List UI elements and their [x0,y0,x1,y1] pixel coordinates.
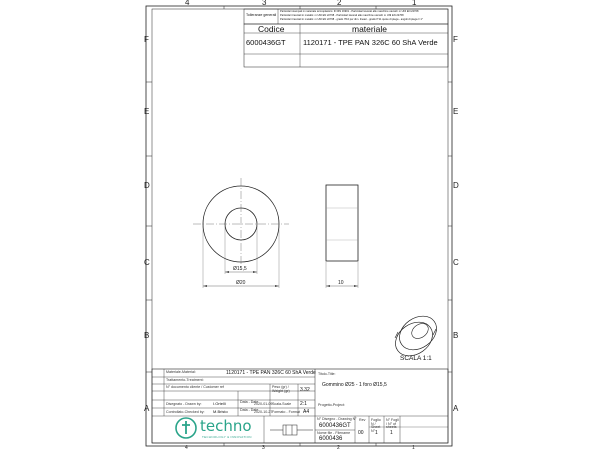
logo-tagline: TECHNOLOGY & INNOVATION [202,435,252,439]
part-thumbnail [270,425,313,435]
zone-label-bottom: 3 [262,445,265,451]
weight-label: Peso (gr) / Weight (gr) [272,385,290,393]
drawn-date-label: Data - Date [240,400,259,404]
dim-arrow [203,285,207,287]
sheets-label: N° Fogli / N° of sheets [386,418,399,430]
dim-arrow [275,285,279,287]
zone-label-left: C [144,258,150,267]
zone-label-bottom: 1 [412,445,415,451]
code-header: Codice [258,24,285,34]
zone-label-right: D [453,181,459,190]
zone-label-top: 4 [185,0,190,7]
iso-scale-label: SCALA 1:1 [400,355,432,362]
designer-value: I.Ortelli [213,401,226,406]
sheet-label: Foglio N / Sheet N° [371,418,381,433]
filename-value: 6000436 [319,436,343,442]
scale-value: 2:1 [300,401,307,407]
drawing-no-value: 6000436GT [319,423,351,429]
zone-label-right: F [453,35,458,44]
zone-label-bottom: 2 [337,445,340,451]
zone-label-right: E [453,107,459,116]
designer-label: Disegnato - Drawn by: [166,402,202,406]
material-value: 1120171 - TPE PAN 326C 60 ShA Verde [226,370,316,376]
project-label: Progetto-Project: [318,403,345,407]
zone-label-bottom: 4 [185,445,188,451]
dim-thickness: 10 [338,280,344,286]
dim-outer-diameter: Ø20 [236,280,246,286]
part-material: 1120171 - TPE PAN 326C 60 ShA Verde [303,38,438,47]
title-value: Gommino Ø25 - 1 foro Ø15,5 [322,382,387,388]
check-date-value: 2020-10-27 [254,410,273,414]
material-header: materiale [352,24,387,34]
side-view-body [326,185,358,261]
dim-arrow [354,285,358,287]
drawing-no-label: N° Disegno - Drawing N° [317,417,357,421]
dim-arrow [326,285,330,287]
drawn-date-value: 2020-01-09 [254,402,273,406]
zone-label-top: 3 [262,0,267,7]
rev-value: 00 [358,430,364,436]
zone-label-top: 1 [412,0,417,7]
format-label: Formato - Format [272,410,300,414]
part-code: 6000436GT [246,38,286,47]
filename-label: Nome file - Filename [317,431,351,435]
tolerance-note: Particolari tranciati in metallo: m UNI EN 22768 - grado IT10 per dim. lineari - grado IT11 quote di piega - angoli di piega ± 1° [280,17,423,21]
scale-label: Scala-Scale [272,402,292,406]
logo-wordmark: techno [200,417,252,435]
format-value: A4 [303,409,310,415]
zone-label-left: B [144,331,150,340]
zone-label-top: 2 [337,0,342,7]
zone-label-right: B [453,331,459,340]
customer-ref-label: N° documento cliente / Customer ref [166,385,224,389]
tolerance-note: Particolari stampati in materiale termoplastico: III DIN 16901 - Particolari lavorati alle macchine utensili: m UNI EN 22768 [280,9,419,13]
zone-label-left: E [144,107,150,116]
dim-inner-diameter: Ø15,5 [233,266,247,272]
checker-label: Controllato-Checked by: [166,410,205,414]
weight-value: 3.32 [300,387,310,393]
title-label: Titolo-Title: [318,372,336,376]
zone-label-right: C [453,258,459,267]
tolerance-label: Tolleranze generali [246,13,277,17]
treatment-label: Trattamento-Treatment: [166,378,204,382]
dim-arrow [225,271,229,273]
zone-label-left: F [144,35,149,44]
checker-value: M.Bristo [213,409,228,414]
check-date-label: Data - Date [240,408,259,412]
material-label: Materiale-Material: [166,370,196,374]
sheets-value: 1 [390,430,393,436]
zone-label-left: A [144,404,150,413]
logo-t-glyph [182,421,190,434]
tolerance-note: Particolari tranciati in metallo: m UNI EN 22768 - Particolari lavorati alle macchine utensili: m UNI EN 22768 [280,13,404,17]
zone-label-right: A [453,404,459,413]
sheet-value: 1 [375,430,378,436]
dim-arrow [253,271,257,273]
rev-label: Rev [359,418,366,422]
zone-label-left: D [144,181,150,190]
